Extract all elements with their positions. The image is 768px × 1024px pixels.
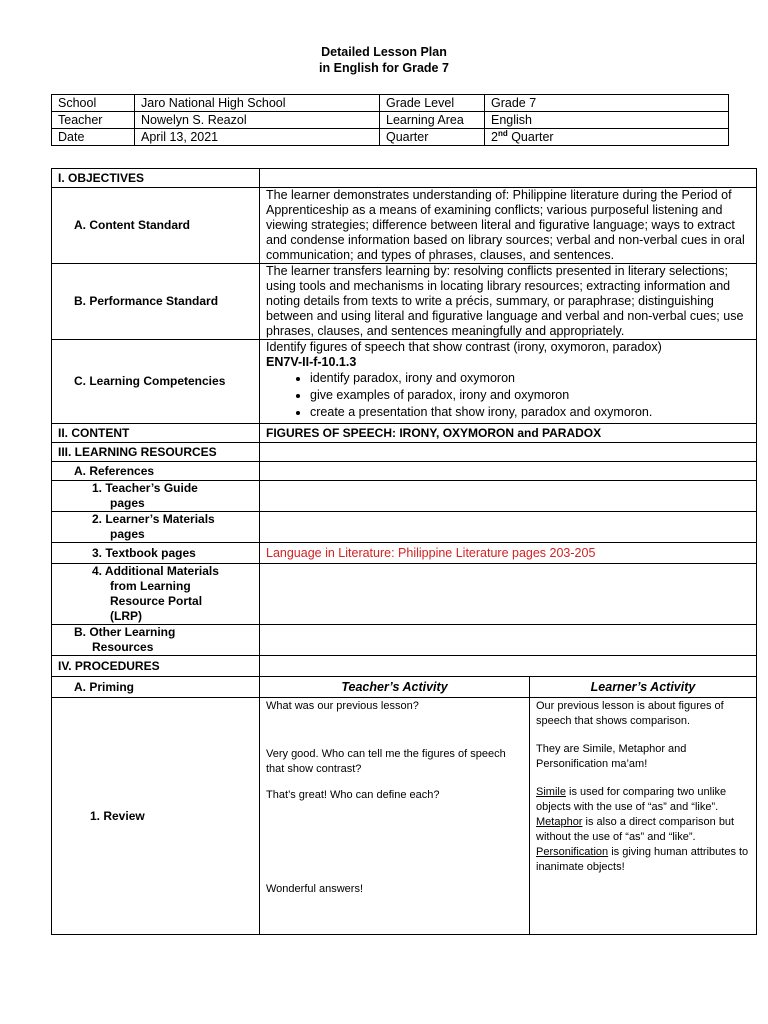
- row-performance-standard: [52, 264, 757, 340]
- grade-level-label: Grade Level: [380, 95, 485, 112]
- content-heading: II. CONTENT: [52, 424, 260, 443]
- competency-intro: Identify figures of speech that show contrast (irony, oxymoron, paradox): [266, 340, 662, 354]
- info-row-teacher: [52, 112, 729, 129]
- learning-resources-heading: III. LEARNING RESOURCES: [52, 443, 260, 462]
- content-standard-label: A. Content Standard: [52, 188, 260, 264]
- review-label: 1. Review: [52, 698, 260, 935]
- competency-list: [266, 370, 750, 421]
- references-label: A. References: [52, 462, 260, 481]
- textbook-pages-value: Language in Literature: Philippine Literature pages 203-205: [260, 543, 757, 564]
- grade-level-value: Grade 7: [485, 95, 729, 112]
- learning-competencies-label: C. Learning Competencies: [52, 340, 260, 424]
- learners-materials-blank: [260, 512, 757, 543]
- metaphor-term: Metaphor: [536, 816, 583, 828]
- content-standard-text: The learner demonstrates understanding of: Philippine literature during the Period of Apprenticeship as a means of examining conflicts; various purposeful listening and viewing strategies; difference between literal and figurative language; ways to extract and condense information based on library sources; verbal and non-verbal cues in oral communication; and types of phrases, clauses, and sentences.: [260, 188, 757, 264]
- additional-materials-blank: [260, 564, 757, 625]
- performance-standard-text: The learner transfers learning by: resolving conflicts presented in literary selections; using tools and mechanisms in locating library resources; extracting information and noting details from texts to write a précis, summary, or paraphrase; distinguishing between and using literal and figurative language and verbal and non-verbal cues; use phrases, clauses, and sentences meaningfully and appropriately.: [260, 264, 757, 340]
- row-procedures: [52, 656, 757, 677]
- school-label: School: [52, 95, 135, 112]
- row-other-resources: [52, 625, 757, 656]
- info-row-school: [52, 95, 729, 112]
- additional-materials-line3: Resource Portal: [110, 594, 203, 608]
- row-review: [52, 698, 757, 935]
- learner-answer: Our previous lesson is about figures of speech that shows comparison.: [536, 700, 724, 727]
- row-additional-materials: [52, 564, 757, 625]
- row-objectives: [52, 169, 757, 188]
- info-row-date: [52, 129, 729, 146]
- row-learning-resources: [52, 443, 757, 462]
- teacher-line: What was our previous lesson?: [266, 700, 419, 712]
- simile-term: Simile: [536, 786, 566, 798]
- row-teachers-guide: [52, 481, 757, 512]
- quarter-value: [485, 129, 729, 146]
- teacher-value: Nowelyn S. Reazol: [135, 112, 380, 129]
- references-blank: [260, 462, 757, 481]
- priming-label: A. Priming: [52, 677, 260, 698]
- content-value: FIGURES OF SPEECH: IRONY, OXYMORON and PARADOX: [260, 424, 757, 443]
- quarter-number: 2: [491, 130, 498, 144]
- school-value: Jaro National High School: [135, 95, 380, 112]
- personification-term: Personification: [536, 846, 609, 858]
- quarter-suffix: nd: [497, 128, 508, 138]
- learning-resources-blank: [260, 443, 757, 462]
- date-label: Date: [52, 129, 135, 146]
- competency-item: • create a presentation that show irony, paradox and oxymoron.: [310, 404, 750, 421]
- learner-answer: They are Simile, Metaphor and Personification ma’am!: [536, 743, 687, 770]
- teachers-activity-cell: [260, 698, 530, 935]
- competency-item: • give examples of paradox, irony and oxymoron: [310, 387, 750, 404]
- learners-materials-label: [52, 512, 260, 543]
- learners-materials-label-line2: pages: [110, 527, 145, 541]
- quarter-label: Quarter: [380, 129, 485, 146]
- additional-materials-line2: from Learning: [110, 579, 191, 593]
- textbook-pages-label: 3. Textbook pages: [52, 543, 260, 564]
- teacher-label: Teacher: [52, 112, 135, 129]
- teacher-line: Very good. Who can tell me the figures of speech that show contrast?: [266, 748, 506, 775]
- learning-area-value: English: [485, 112, 729, 129]
- row-references: [52, 462, 757, 481]
- procedures-heading: IV. PROCEDURES: [52, 656, 260, 677]
- teachers-guide-label-line2: pages: [110, 496, 145, 510]
- additional-materials-label: [52, 564, 260, 625]
- learners-activity-header: Learner’s Activity: [530, 677, 757, 698]
- lesson-plan-table: [51, 168, 757, 935]
- date-value: April 13, 2021: [135, 129, 380, 146]
- objectives-blank: [260, 169, 757, 188]
- teachers-activity-header: Teacher’s Activity: [260, 677, 530, 698]
- row-content: [52, 424, 757, 443]
- teacher-line: Wonderful answers!: [266, 883, 364, 895]
- info-table: [51, 94, 729, 146]
- other-resources-blank: [260, 625, 757, 656]
- competency-code: EN7V-II-f-10.1.3: [266, 355, 357, 369]
- row-priming: [52, 677, 757, 698]
- document-title: [0, 44, 768, 76]
- teachers-guide-blank: [260, 481, 757, 512]
- title-line-2: in English for Grade 7: [319, 61, 449, 75]
- learners-materials-label-line1: 2. Learner’s Materials: [92, 512, 215, 526]
- row-textbook-pages: [52, 543, 757, 564]
- row-learning-competencies: [52, 340, 757, 424]
- learners-activity-cell: [530, 698, 757, 935]
- additional-materials-line1: 4. Additional Materials: [92, 564, 219, 578]
- row-content-standard: [52, 188, 757, 264]
- title-line-1: Detailed Lesson Plan: [321, 45, 447, 59]
- additional-materials-line4: (LRP): [110, 609, 142, 623]
- learning-area-label: Learning Area: [380, 112, 485, 129]
- simile-definition: is used for comparing two unlike objects with the use of “as” and “like”.: [536, 786, 727, 813]
- objectives-heading: I. OBJECTIVES: [52, 169, 260, 188]
- performance-standard-label: B. Performance Standard: [52, 264, 260, 340]
- other-resources-label: [52, 625, 260, 656]
- metaphor-definition: is also a direct comparison but without the use of “as” and “like”.: [536, 816, 735, 843]
- competency-item: • identify paradox, irony and oxymoron: [310, 370, 750, 387]
- procedures-blank: [260, 656, 757, 677]
- other-resources-line2: Resources: [92, 640, 154, 654]
- learning-competencies-cell: [260, 340, 757, 424]
- personification-definition: is giving human attributes to inanimate objects!: [536, 846, 749, 873]
- teacher-line: That’s great! Who can define each?: [266, 789, 440, 801]
- quarter-word: Quarter: [507, 130, 554, 144]
- other-resources-line1: B. Other Learning: [74, 625, 176, 639]
- teachers-guide-label-line1: 1. Teacher’s Guide: [92, 481, 198, 495]
- row-learners-materials: [52, 512, 757, 543]
- teachers-guide-label: [52, 481, 260, 512]
- learner-definitions: [536, 785, 750, 875]
